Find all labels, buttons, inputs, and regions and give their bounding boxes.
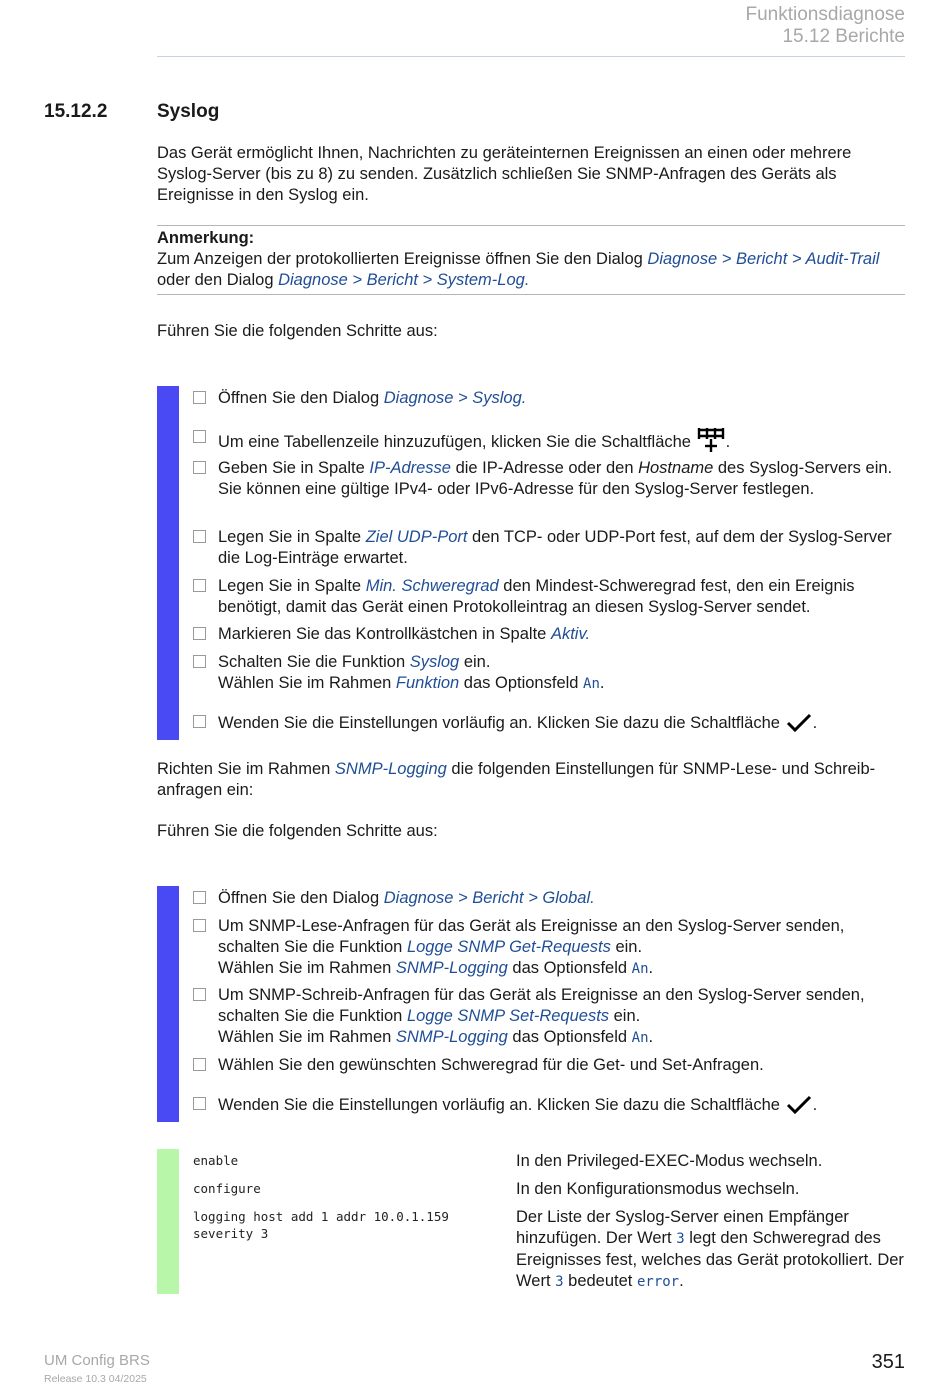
step-text: das Optionsfeld bbox=[507, 1028, 632, 1046]
step-checkbox bbox=[193, 715, 206, 728]
ui-column-aktiv: Aktiv bbox=[550, 625, 586, 643]
step-apply-2 bbox=[193, 1094, 905, 1122]
step-text: . bbox=[648, 1028, 654, 1046]
note-text-part: . bbox=[524, 271, 530, 289]
ui-option-an: An bbox=[631, 961, 649, 977]
note-label: Anmerkung: bbox=[157, 229, 255, 247]
ui-path-diagnose-syslog: Diagnose > Syslog bbox=[383, 389, 522, 407]
steps-bar-1 bbox=[157, 386, 179, 740]
step-open-syslog bbox=[193, 388, 905, 409]
step-text: Legen Sie in Spalte bbox=[218, 577, 366, 595]
ui-column-ziel-udp-port: Ziel UDP-Port bbox=[365, 528, 468, 546]
step-checkbox bbox=[193, 919, 206, 932]
step-checkbox bbox=[193, 391, 206, 404]
step-text: Wählen Sie im Rahmen bbox=[218, 959, 396, 977]
checkmark-icon bbox=[785, 1094, 813, 1122]
step-checkbox bbox=[193, 1097, 206, 1110]
header-chapter: Funktionsdiagnose bbox=[745, 4, 905, 25]
step-text: . bbox=[521, 389, 527, 407]
steps-intro-2: Führen Sie die folgenden Schritte aus: bbox=[157, 822, 438, 840]
ui-frame-snmp-logging: SNMP-Logging bbox=[395, 959, 508, 977]
cli-command-configure: configure bbox=[193, 1181, 261, 1196]
step-checkbox bbox=[193, 461, 206, 474]
step-text: ein. bbox=[459, 653, 491, 671]
note-path-system-log: Diagnose > Bericht > System-Log bbox=[278, 271, 525, 289]
step-add-row bbox=[193, 427, 905, 459]
step-text: Wählen Sie den gewünschten Schweregrad für die Get- und Set-Anfragen. bbox=[218, 1056, 764, 1074]
note-top-rule bbox=[157, 225, 905, 226]
ui-frame-snmp-logging: SNMP-Logging bbox=[395, 1028, 508, 1046]
note-text-part: Zum Anzeigen der protokollierten Ereignisse öffnen Sie den Dialog bbox=[157, 250, 648, 268]
step-text: den TCP- oder UDP-Port fest, auf dem der Syslog-Server die Log-Einträge erwartet. bbox=[218, 528, 892, 567]
step-text: Öffnen Sie den Dialog bbox=[218, 889, 384, 907]
step-udp-port bbox=[193, 527, 905, 569]
step-text: Wenden Sie die Einstellungen vorläufig an. Klicken Sie dazu die Schaltfläche bbox=[218, 714, 780, 732]
step-checkbox bbox=[193, 430, 206, 443]
step-text: die folgenden Einstellungen für SNMP-Lese- und Schreib-anfragen ein: bbox=[157, 760, 876, 799]
ui-function-logge-get: Logge SNMP Get-Requests bbox=[406, 938, 611, 956]
section-number: 15.12.2 bbox=[44, 101, 108, 122]
checkmark-icon bbox=[785, 712, 813, 740]
step-set-requests bbox=[193, 985, 905, 1049]
cli-desc-enable: In den Privileged-EXEC-Modus wechseln. bbox=[516, 1152, 823, 1170]
intro-paragraph: Das Gerät ermöglicht Ihnen, Nachrichten zu geräteinternen Ereignissen an einen oder mehrere Syslog-Server (bis zu 8) zu senden. Zusätzlich schließen Sie SNMP-Anfragen des Geräts als Ereignisse in den Syslog ein. bbox=[157, 144, 852, 204]
note-text-part: oder den Dialog bbox=[157, 271, 279, 289]
step-checkbox bbox=[193, 988, 206, 1001]
step-text: Legen Sie in Spalte bbox=[218, 528, 366, 546]
ui-frame-snmp-logging: SNMP-Logging bbox=[334, 760, 447, 778]
step-text: Öffnen Sie den Dialog bbox=[218, 389, 384, 407]
step-text: . bbox=[585, 625, 591, 643]
snmp-logging-intro bbox=[157, 759, 907, 801]
step-text: das Optionsfeld bbox=[507, 959, 632, 977]
footer-release: Release 10.3 04/2025 bbox=[44, 1373, 147, 1385]
note-bottom-rule bbox=[157, 294, 905, 295]
step-text: das Optionsfeld bbox=[459, 674, 584, 692]
step-text: Um SNMP-Schreib-Anfragen für das Gerät als Ereignisse an den Syslog-Server senden, schalten Sie die Funktion bbox=[218, 986, 865, 1025]
step-text: . bbox=[679, 1272, 684, 1290]
step-checkbox bbox=[193, 579, 206, 592]
note-text bbox=[157, 249, 907, 291]
step-checkbox bbox=[193, 530, 206, 543]
cli-bar bbox=[157, 1149, 179, 1294]
step-text: . bbox=[812, 1096, 818, 1114]
step-text: Um eine Tabellenzeile hinzuzufügen, klicken Sie die Schaltfläche bbox=[218, 433, 691, 451]
step-checkbox bbox=[193, 1058, 206, 1071]
step-text: Wenden Sie die Einstellungen vorläufig an. Klicken Sie dazu die Schaltfläche bbox=[218, 1096, 780, 1114]
cli-value-error: error bbox=[636, 1274, 680, 1290]
step-text: Geben Sie in Spalte bbox=[218, 459, 370, 477]
step-text: Markieren Sie das Kontrollkästchen in Spalte bbox=[218, 625, 551, 643]
header-section: 15.12 Berichte bbox=[782, 26, 905, 47]
cli-desc-configure: In den Konfigurationsmodus wechseln. bbox=[516, 1180, 800, 1198]
step-checkbox bbox=[193, 655, 206, 668]
note-path-audit-trail: Diagnose > Bericht > Audit-Trail bbox=[647, 250, 880, 268]
step-text: des Syslog-Servers ein. bbox=[713, 459, 893, 477]
step-text: ein. bbox=[609, 1007, 641, 1025]
step-text: Wählen Sie im Rahmen bbox=[218, 1028, 396, 1046]
step-text: Sie können eine gültige IPv4- oder IPv6-Adresse für den Syslog-Server festlegen. bbox=[218, 480, 815, 498]
step-enable-syslog bbox=[193, 652, 905, 695]
step-text: Schalten Sie die Funktion bbox=[218, 653, 410, 671]
step-checkbox bbox=[193, 891, 206, 904]
step-text: . bbox=[590, 889, 595, 907]
steps-intro-1: Führen Sie die folgenden Schritte aus: bbox=[157, 322, 438, 340]
cli-desc-logging-host bbox=[516, 1207, 908, 1293]
step-apply-1 bbox=[193, 712, 905, 740]
ui-function-syslog: Syslog bbox=[409, 653, 460, 671]
ui-option-an: An bbox=[631, 1030, 649, 1046]
cli-value-3: 3 bbox=[555, 1274, 564, 1290]
step-get-requests bbox=[193, 916, 905, 980]
ui-column-min-schweregrad: Min. Schweregrad bbox=[365, 577, 499, 595]
step-text: den Mindest-Schweregrad fest, den ein Ereignis benötigt, damit das Gerät einen Protokolleintrag an diesen Syslog-Server sendet. bbox=[218, 577, 855, 616]
section-title: Syslog bbox=[157, 101, 220, 122]
step-text: Wählen Sie im Rahmen bbox=[218, 674, 396, 692]
step-open-global bbox=[193, 888, 905, 909]
page-header bbox=[746, 4, 906, 48]
step-text: Hostname bbox=[638, 459, 714, 477]
ui-frame-funktion: Funktion bbox=[395, 674, 460, 692]
step-text: ein. bbox=[610, 938, 643, 956]
step-text: legt den Schweregrad des Ereignisses fest, welches das Gerät protokolliert. Der Wert bbox=[516, 1229, 904, 1290]
step-text: . bbox=[648, 959, 654, 977]
step-severity bbox=[193, 1055, 905, 1076]
note-box bbox=[157, 228, 907, 291]
step-active-checkbox bbox=[193, 624, 905, 645]
ui-function-logge-set: Logge SNMP Set-Requests bbox=[406, 1007, 610, 1025]
step-text: bedeutet bbox=[563, 1272, 637, 1290]
step-text: . bbox=[812, 714, 818, 732]
add-table-row-icon bbox=[696, 427, 726, 459]
header-divider bbox=[157, 56, 905, 57]
step-checkbox bbox=[193, 627, 206, 640]
step-text: Richten Sie im Rahmen bbox=[157, 760, 335, 778]
step-text: die IP-Adresse oder den bbox=[450, 459, 639, 477]
steps-bar-2 bbox=[157, 886, 179, 1122]
step-text: . bbox=[599, 674, 605, 692]
page-number: 351 bbox=[871, 1351, 905, 1373]
ui-column-ip-adresse: IP-Adresse bbox=[369, 459, 451, 477]
ui-path-diagnose-bericht-global: Diagnose > Bericht > Global bbox=[383, 889, 591, 907]
step-text: . bbox=[725, 433, 731, 451]
step-min-severity bbox=[193, 576, 905, 618]
cli-command-enable: enable bbox=[193, 1153, 239, 1168]
cli-command-logging-host: logging host add 1 addr 10.0.1.159 severity 3 bbox=[193, 1209, 449, 1241]
step-ip-address bbox=[193, 458, 905, 500]
cli-value-3: 3 bbox=[676, 1231, 685, 1247]
step-text: Der Liste der Syslog-Server einen Empfänger hinzufügen. Der Wert bbox=[516, 1208, 849, 1247]
step-text: Um SNMP-Lese-Anfragen für das Gerät als Ereignisse an den Syslog-Server senden, schalten Sie die Funktion bbox=[218, 917, 845, 956]
footer-doc-title: UM Config BRS bbox=[44, 1352, 150, 1369]
ui-option-an: An bbox=[583, 676, 600, 692]
